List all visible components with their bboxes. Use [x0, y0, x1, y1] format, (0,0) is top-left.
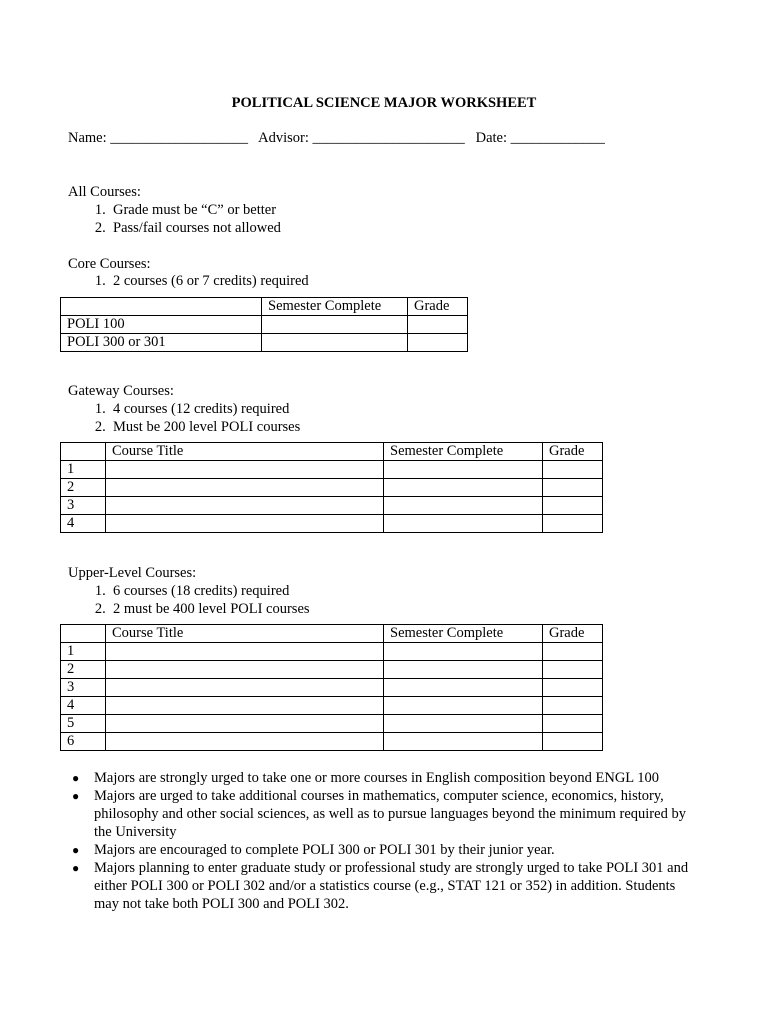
name-blank[interactable]: ___________________	[110, 130, 249, 146]
semester-cell[interactable]	[384, 497, 543, 515]
advisor-blank[interactable]: _____________________	[312, 130, 465, 146]
grade-cell[interactable]	[543, 479, 603, 497]
course-title-cell[interactable]	[106, 697, 384, 715]
list-item: 1. 4 courses (12 credits) required	[94, 401, 290, 417]
table-row	[61, 479, 603, 497]
header-fields	[68, 129, 605, 147]
all-courses-label: All Courses:	[68, 184, 141, 200]
grade-cell[interactable]	[543, 497, 603, 515]
list-item: 1. 6 courses (18 credits) required	[94, 583, 290, 599]
table-row	[61, 461, 603, 479]
all-courses-list	[68, 201, 281, 237]
course-title-cell[interactable]	[106, 679, 384, 697]
course-cell: POLI 300 or 301	[61, 334, 262, 352]
semester-cell[interactable]	[384, 479, 543, 497]
list-item: ● Majors are urged to take additional courses in mathematics, computer science, economics, history, philosophy and other social sciences, as well as to pursue languages beyond the minimum required by the University	[72, 788, 686, 840]
upper-level-courses-list	[68, 582, 310, 618]
list-item: 1. 2 courses (6 or 7 credits) required	[94, 273, 309, 289]
table-row	[61, 497, 603, 515]
semester-cell[interactable]	[262, 334, 408, 352]
course-title-cell[interactable]	[106, 643, 384, 661]
row-number: 4	[61, 515, 106, 533]
grade-cell[interactable]	[408, 334, 468, 352]
bullet-icon: ●	[72, 861, 80, 875]
course-title-cell[interactable]	[106, 515, 384, 533]
table-row	[61, 697, 603, 715]
name-label: Name:	[68, 130, 107, 146]
semester-cell[interactable]	[384, 461, 543, 479]
list-item: ● Majors planning to enter graduate study or professional study are strongly urged to take POLI 301 and either POLI 300 or POLI 302 and/or a statistics course (e.g., STAT 121 or 352) in addition. Students may not take both POLI 300 and POLI 302.	[72, 860, 689, 912]
table-header-cell	[61, 625, 106, 643]
table-header-cell: Grade	[543, 625, 603, 643]
table-header-cell	[61, 443, 106, 461]
list-item: 2. Must be 200 level POLI courses	[94, 419, 301, 435]
bullet-icon: ●	[72, 771, 80, 785]
core-courses-list	[68, 272, 309, 290]
course-title-cell[interactable]	[106, 479, 384, 497]
upper-level-courses-label: Upper-Level Courses:	[68, 565, 197, 581]
table-header-cell: Course Title	[106, 443, 384, 461]
table-row	[61, 661, 603, 679]
table-header-cell: Course Title	[106, 625, 384, 643]
core-courses-label: Core Courses:	[68, 256, 151, 272]
list-item: 1. Grade must be “C” or better	[94, 202, 277, 218]
date-label: Date:	[475, 130, 508, 146]
table-header-row	[61, 298, 468, 316]
table-row	[61, 733, 603, 751]
upper-level-courses-table	[60, 624, 603, 751]
advisor-label: Advisor:	[258, 130, 309, 146]
course-title-cell[interactable]	[106, 715, 384, 733]
table-header-cell: Grade	[408, 298, 468, 316]
semester-cell[interactable]	[384, 679, 543, 697]
table-header-cell: Grade	[543, 443, 603, 461]
table-header-cell: Semester Complete	[384, 443, 543, 461]
table-header-cell	[61, 298, 262, 316]
semester-cell[interactable]	[384, 661, 543, 679]
list-item: ● Majors are strongly urged to take one or more courses in English composition beyond ENGL 100	[72, 770, 659, 786]
grade-cell[interactable]	[543, 697, 603, 715]
course-title-cell[interactable]	[106, 733, 384, 751]
table-header-cell: Semester Complete	[384, 625, 543, 643]
row-number: 6	[61, 733, 106, 751]
table-row	[61, 334, 468, 352]
row-number: 4	[61, 697, 106, 715]
grade-cell[interactable]	[543, 733, 603, 751]
semester-cell[interactable]	[384, 515, 543, 533]
course-cell: POLI 100	[61, 316, 262, 334]
table-row	[61, 643, 603, 661]
row-number: 5	[61, 715, 106, 733]
gateway-courses-table	[60, 442, 603, 533]
table-header-row	[61, 625, 603, 643]
row-number: 3	[61, 497, 106, 515]
table-row	[61, 679, 603, 697]
row-number: 3	[61, 679, 106, 697]
core-courses-table	[60, 297, 468, 352]
row-number: 2	[61, 479, 106, 497]
semester-cell[interactable]	[384, 643, 543, 661]
course-title-cell[interactable]	[106, 661, 384, 679]
semester-cell[interactable]	[384, 697, 543, 715]
table-header-row	[61, 443, 603, 461]
bullet-icon: ●	[72, 843, 80, 857]
course-title-cell[interactable]	[106, 497, 384, 515]
semester-cell[interactable]	[384, 733, 543, 751]
semester-cell[interactable]	[384, 715, 543, 733]
row-number: 2	[61, 661, 106, 679]
table-row	[61, 316, 468, 334]
semester-cell[interactable]	[262, 316, 408, 334]
grade-cell[interactable]	[543, 461, 603, 479]
grade-cell[interactable]	[408, 316, 468, 334]
grade-cell[interactable]	[543, 679, 603, 697]
list-item: 2. Pass/fail courses not allowed	[94, 220, 281, 236]
page-title: POLITICAL SCIENCE MAJOR WORKSHEET	[231, 95, 537, 111]
row-number: 1	[61, 643, 106, 661]
table-row	[61, 515, 603, 533]
course-title-cell[interactable]	[106, 461, 384, 479]
advising-notes	[60, 769, 700, 913]
grade-cell[interactable]	[543, 515, 603, 533]
date-blank[interactable]: _____________	[510, 130, 605, 146]
grade-cell[interactable]	[543, 661, 603, 679]
table-header-cell: Semester Complete	[262, 298, 408, 316]
row-number: 1	[61, 461, 106, 479]
grade-cell[interactable]	[543, 715, 603, 733]
grade-cell[interactable]	[543, 643, 603, 661]
list-item: ● Majors are encouraged to complete POLI 300 or POLI 301 by their junior year.	[72, 842, 555, 858]
table-row	[61, 715, 603, 733]
gateway-courses-label: Gateway Courses:	[68, 383, 174, 399]
bullet-icon: ●	[72, 789, 80, 803]
list-item: 2. 2 must be 400 level POLI courses	[94, 601, 310, 617]
gateway-courses-list	[68, 400, 300, 436]
